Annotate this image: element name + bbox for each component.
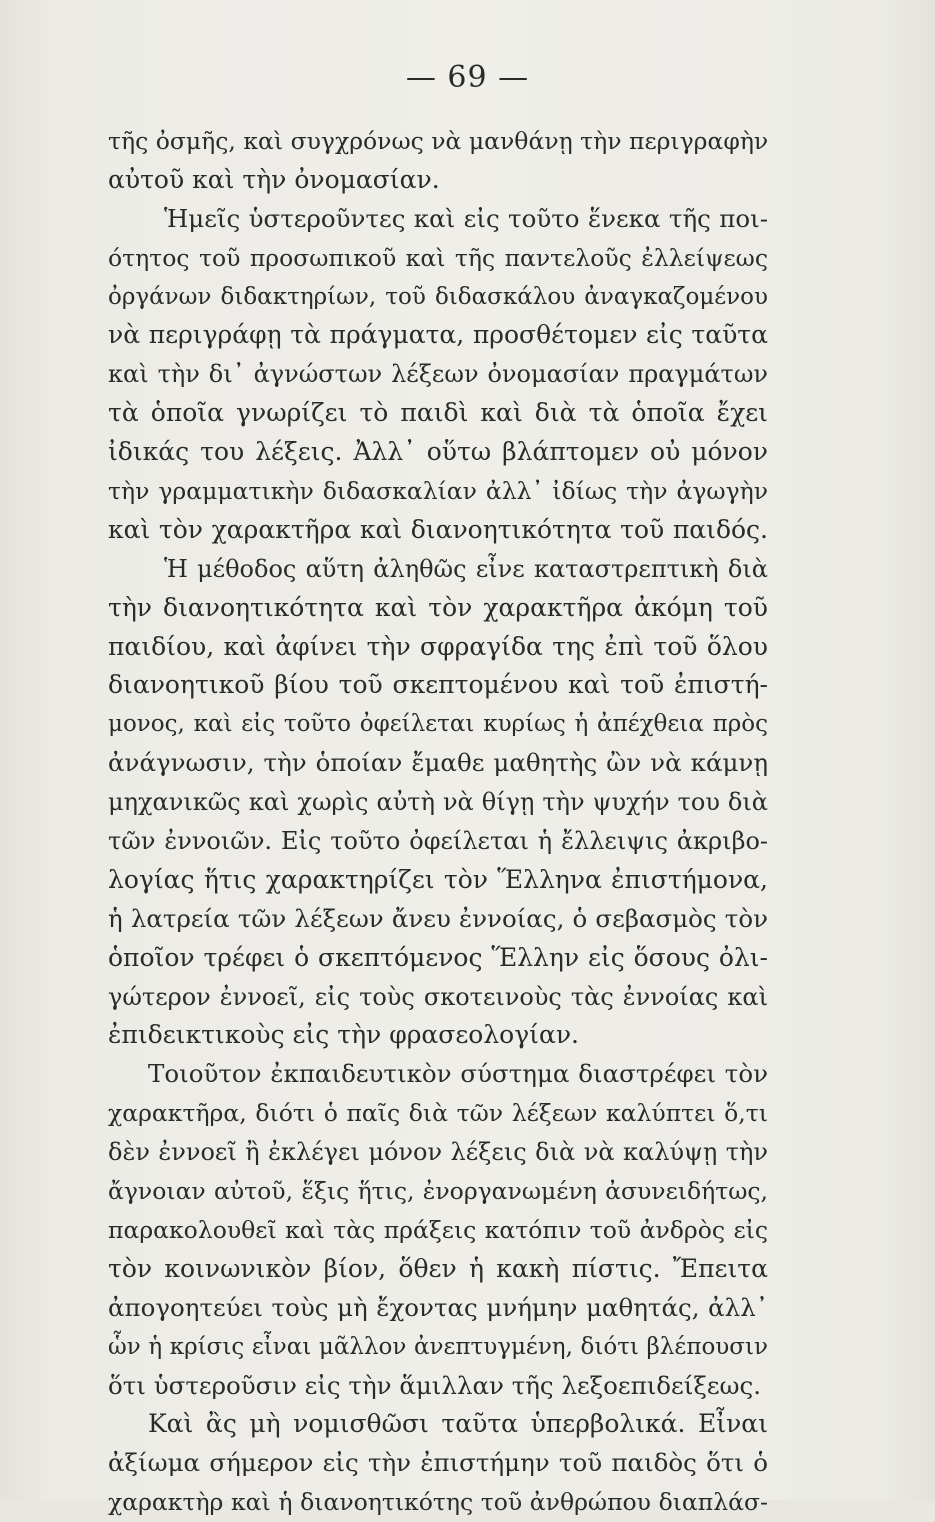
text-line: ὁποῖον τρέφει ὁ σκεπτόμενος Ἕλλην εἰς ὅσους ὀλι- (108, 942, 768, 972)
text-line: τὴν γραμματικὴν διδασκαλίαν ἀλλ᾽ ἰδίως τὴν ἀγωγὴν (108, 477, 768, 506)
text-line: ἀξίωμα σήμερον εἰς τὴν ἐπιστήμην τοῦ παιδὸς ὅτι ὁ (108, 1448, 768, 1478)
page-number: — 69 — (405, 60, 530, 95)
text-line: Ἡμεῖς ὑστεροῦντες καὶ εἰς τοῦτο ἕνεκα τῆς ποι- (164, 203, 768, 233)
text-line: αὐτοῦ καὶ τὴν ὀνομασίαν. (108, 164, 440, 194)
text-line: ἰδικάς του λέξεις. Ἀλλ᾽ οὕτω βλάπτομεν οὐ μόνον (108, 437, 768, 467)
text-line: ἄγνοιαν αὐτοῦ, ἕξις ἥτις, ἐνοργανωμένη ἀσυνειδήτως, (108, 1177, 768, 1206)
text-line: τῶν ἐννοιῶν. Εἰς τοῦτο ὀφείλεται ἡ ἔλλειψις ἀκριβο- (108, 827, 768, 856)
text-line: δὲν ἐννοεῖ ἢ ἐκλέγει μόνον λέξεις διὰ νὰ καλύψῃ τὴν (108, 1138, 768, 1167)
text-line: διανοητικοῦ βίου τοῦ σκεπτομένου καὶ τοῦ ἐπιστή- (108, 670, 768, 700)
text-line: ὅτι ὑστεροῦσιν εἰς τὴν ἅμιλλαν τῆς λεξοεπιδείξεως. (108, 1370, 762, 1400)
text-line: χαρακτῆρα, διότι ὁ παῖς διὰ τῶν λέξεων καλύπτει ὅ,τι (108, 1099, 768, 1128)
text-line: μονος, καὶ εἰς τοῦτο ὀφείλεται κυρίως ἡ ἀπέχθεια πρὸς (108, 711, 768, 738)
text-line: Τοιοῦτον ἐκπαιδευτικὸν σύστημα διαστρέφει τὸν (148, 1059, 768, 1089)
text-line: τὴν διανοητικότητα καὶ τὸν χαρακτῆρα ἀκόμη τοῦ (108, 592, 768, 622)
text-line: νὰ περιγράφῃ τὰ πράγματα, προσθέτομεν εἰς ταῦτα (108, 320, 768, 350)
text-line: ἀνάγνωσιν, τὴν ὁποίαν ἔμαθε μαθητὴς ὢν νὰ κάμνῃ (108, 748, 768, 778)
text-line: ὧν ἡ κρίσις εἶναι μᾶλλον ἀνεπτυγμένη, διότι βλέπουσιν (108, 1333, 768, 1360)
text-line: ότητος τοῦ προσωπικοῦ καὶ τῆς παντελοῦς ἐλλείψεως (108, 243, 768, 272)
text-line: χαρακτὴρ καὶ ἡ διανοητικότης τοῦ ἀνθρώπου διαπλάσ- (108, 1488, 768, 1517)
text-line: ὀργάνων διδακτηρίων, τοῦ διδασκάλου ἀναγκαζομένου (108, 283, 768, 310)
text-line: παρακολουθεῖ καὶ τὰς πράξεις κατόπιν τοῦ ἀνδρὸς εἰς (108, 1215, 768, 1244)
text-line: παιδίου, καὶ ἀφίνει τὴν σφραγίδα της ἐπὶ τοῦ ὅλου (108, 631, 768, 661)
text-line: γώτερον ἐννοεῖ, εἰς τοὺς σκοτεινοὺς τὰς ἐννοίας καὶ (108, 982, 768, 1011)
text-line: ἀπογοητεύει τοὺς μὴ ἔχοντας μνήμην μαθητάς, ἀλλ᾽ (108, 1292, 768, 1322)
text-line: καὶ τὴν δι᾽ ἀγνώστων λέξεων ὀνομασίαν πραγμάτων (108, 360, 768, 389)
text-line: Ἡ μέθοδος αὕτη ἀληθῶς εἶνε καταστρεπτικὴ διὰ (164, 554, 768, 583)
text-line: μηχανικῶς καὶ χωρὶς αὐτὴ νὰ θίγῃ τὴν ψυχήν του διὰ (108, 788, 768, 817)
page-text-block (108, 122, 768, 1522)
text-line: καὶ τὸν χαρακτῆρα καὶ διανοητικότητα τοῦ παιδός. (108, 514, 768, 544)
text-line: Καὶ ἂς μὴ νομισθῶσι ταῦτα ὑπερβολικά. Εἶναι (148, 1409, 768, 1439)
text-line: ἡ λατρεία τῶν λέξεων ἄνευ ἐννοίας, ὁ σεβασμὸς τὸν (108, 903, 768, 933)
text-line: τὰ ὁποῖα γνωρίζει τὸ παιδὶ καὶ διὰ τὰ ὁποῖα ἔχει (108, 398, 768, 428)
text-line: τὸν κοινωνικὸν βίον, ὅθεν ἡ κακὴ πίστις. Ἔπειτα (108, 1253, 768, 1283)
text-line: λογίας ἥτις χαρακτηρίζει τὸν Ἕλληνα ἐπιστήμονα, (108, 864, 768, 894)
text-line: ἐπιδεικτικοὺς εἰς τὴν φρασεολογίαν. (108, 1020, 580, 1050)
text-line: τῆς ὀσμῆς, καὶ συγχρόνως νὰ μανθάνῃ τὴν περιγραφὴν (108, 127, 769, 155)
